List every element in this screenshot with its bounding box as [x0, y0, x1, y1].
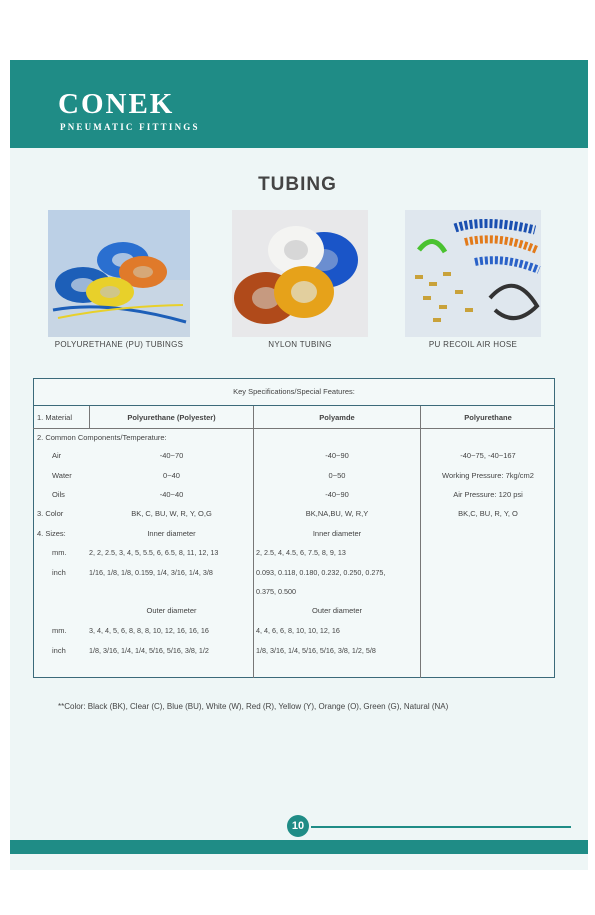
working-pressure: Working Pressure: 7kg/cm2 — [442, 471, 534, 480]
photo-caption-recoil-air-hose: PU RECOIL AIR HOSE — [428, 340, 518, 349]
row-label-air: Air — [52, 451, 62, 460]
row-label-inch: inch — [52, 646, 66, 655]
outer-mm-pu: 3, 4, 4, 5, 6, 8, 8, 8, 10, 12, 16, 16, 16 — [89, 626, 209, 635]
photo-caption-nylon-tubing: NYLON TUBING — [268, 340, 332, 349]
outer-inch-polyamide: 1/8, 3/16, 1/4, 5/16, 5/16, 3/8, 1/2, 5/8 — [256, 646, 376, 655]
air-temp-polyamide: -40~90 — [325, 451, 349, 460]
brand-tagline: PNEUMATIC FITTINGS — [60, 122, 200, 132]
oils-temp-polyamide: -40~90 — [325, 490, 349, 499]
recoil-air-hose-photo — [405, 210, 541, 337]
inner-inch-pu: 1/16, 1/8, 1/8, 0.159, 1/4, 3/16, 1/4, 3/8 — [89, 568, 213, 577]
spec-table-divider — [253, 406, 254, 678]
page-title: TUBING — [258, 174, 337, 195]
oils-temp-pu: -40~40 — [159, 490, 184, 499]
pu-tubing-coils-photo — [48, 210, 190, 337]
inner-inch-polyamide: 0.093, 0.118, 0.180, 0.232, 0.250, 0.275, — [256, 568, 386, 577]
nylon-tubing-coils-photo — [232, 210, 368, 337]
air-temp-pu: -40~70 — [159, 451, 184, 460]
color-recoil: BK,C, BU, R, Y, O — [458, 509, 518, 518]
row-label-components: 2. Common Components/Temperature: — [37, 433, 167, 442]
outer-mm-polyamide: 4, 4, 6, 6, 8, 10, 10, 12, 16 — [256, 626, 340, 635]
air-temp-recoil: -40~75, -40~167 — [460, 451, 516, 460]
footer-band — [10, 840, 588, 854]
page-number-rule — [311, 826, 571, 828]
column-header-polyurethane: Polyurethane — [464, 413, 512, 422]
water-temp-polyamide: 0~50 — [328, 471, 346, 480]
inner-diameter-heading-polyamide: Inner diameter — [312, 529, 362, 538]
inner-inch-polyamide-cont: 0.375, 0.500 — [256, 587, 296, 596]
row-label-mm: mm. — [52, 548, 67, 557]
inner-diameter-heading-pu: Inner diameter — [147, 529, 196, 538]
spec-table-divider — [33, 428, 555, 429]
brand-logo: CONEK — [58, 88, 175, 120]
outer-inch-pu: 1/8, 3/16, 1/4, 1/4, 5/16, 5/16, 3/8, 1/2 — [89, 646, 209, 655]
spec-table-divider — [420, 406, 421, 678]
row-label-material: 1. Material — [37, 413, 73, 422]
water-temp-pu: 0~40 — [163, 471, 180, 480]
outer-diameter-heading-pu: Outer diameter — [146, 606, 197, 615]
row-label-color: 3. Color — [37, 509, 64, 518]
row-label-mm: mm. — [52, 626, 67, 635]
outer-diameter-heading-polyamide: Outer diameter — [311, 606, 363, 615]
row-label-sizes: 4. Sizes: — [37, 529, 66, 538]
inner-mm-polyamide: 2, 2.5, 4, 4.5, 6, 7.5, 8, 9, 13 — [256, 548, 346, 557]
row-label-inch: inch — [52, 568, 66, 577]
page-number: 10 — [287, 815, 309, 837]
color-code-footnote: **Color: Black (BK), Clear (C), Blue (BU), White (W), Red (R), Yellow (Y), Orange (O), Green (G), Natural (NA) — [58, 702, 449, 711]
inner-mm-pu: 2, 2, 2.5, 3, 4, 5, 5.5, 6, 6.5, 8, 11, 12, 13 — [89, 548, 219, 557]
color-polyamide: BK,NA,BU, W, R,Y — [305, 509, 369, 518]
row-label-oils: Oils — [52, 490, 65, 499]
column-header-polyurethane-polyester: Polyurethane (Polyester) — [127, 413, 216, 422]
column-header-polyamide: Polyamde — [319, 413, 355, 422]
color-pu: BK, C, BU, W, R, Y, O,G — [131, 509, 212, 518]
photo-caption-pu-tubings: POLYURETHANE (PU) TUBINGS — [54, 340, 184, 349]
air-pressure: Air Pressure: 120 psi — [453, 490, 523, 499]
row-label-water: Water — [52, 471, 72, 480]
spec-table-header: Key Specifications/Special Features: — [33, 378, 555, 406]
